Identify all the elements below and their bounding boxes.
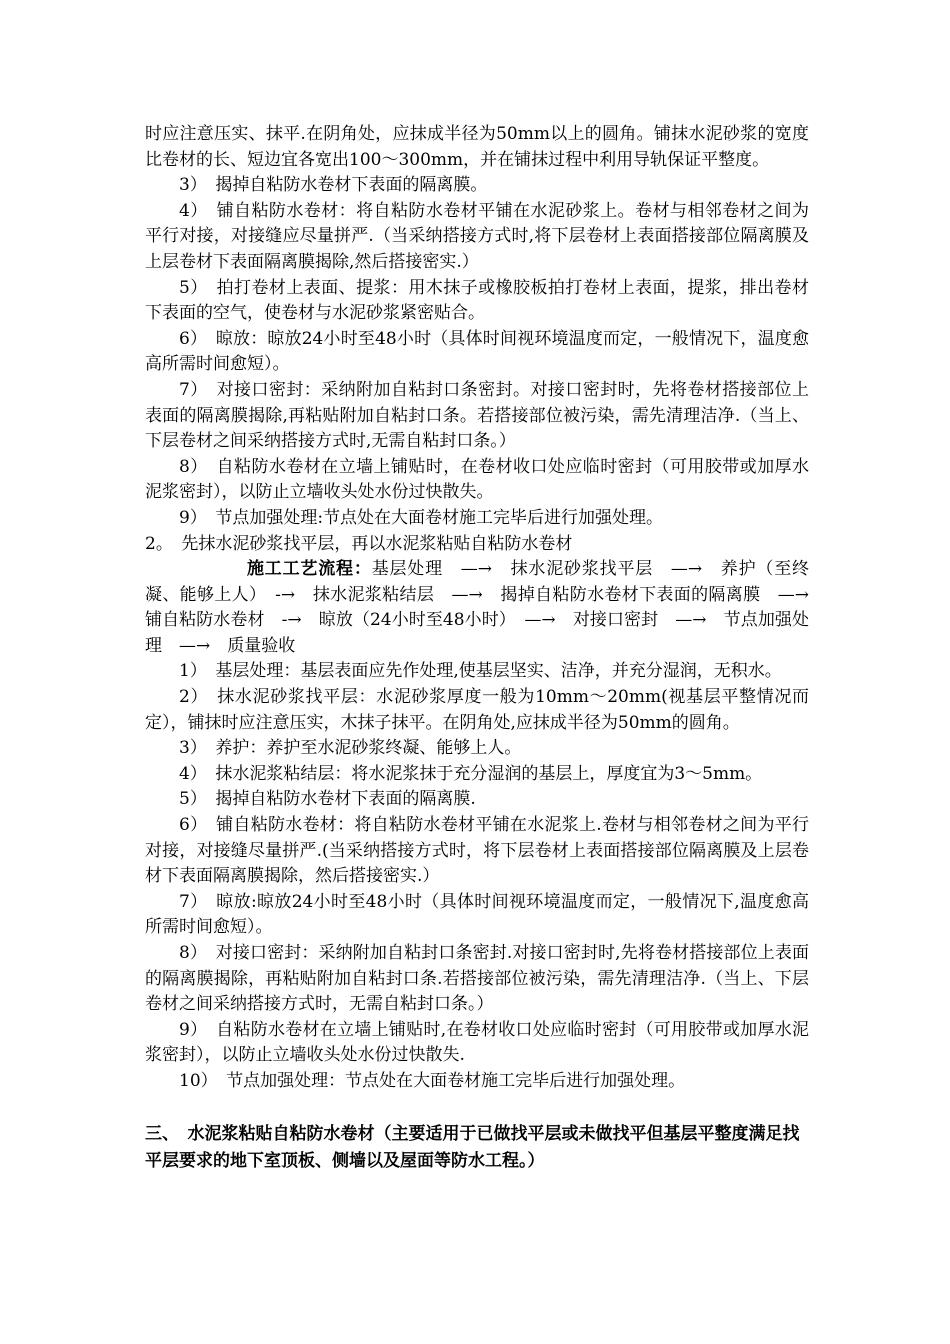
process-flow bbox=[145, 557, 826, 659]
step-6-curing: 6） 晾放：晾放24小时至48小时（具体时间视环境温度而定，一般情况下，温度愈高所需时间愈短）。 bbox=[145, 328, 809, 375]
s2-step-1: 1） 基层处理：基层表面应先作处理,使基层坚实、洁净，并充分湿润，无积水。 bbox=[179, 661, 782, 682]
s2-step-3: 3） 养护：养护至水泥砂浆终凝、能够上人。 bbox=[179, 738, 522, 759]
process-flow-text: 基层处理 —→ 抹水泥砂浆找平层 —→ 养护（至终凝、能够上人） -→ 抹水泥浆粘结层 —→ 揭掉自粘防水卷材下表面的隔离膜 —→ 铺自粘防水卷材 -→ 晾放（24小时至48小时） —→ 对接口密封 —→ 节点加强处理 —→ 质量验收 bbox=[145, 559, 826, 656]
s2-step-4: 4） 抹水泥浆粘结层：将水泥浆抹于充分湿润的基层上，厚度宜为3～5mm。 bbox=[179, 763, 763, 784]
document-body bbox=[145, 122, 826, 1175]
step-4-lay-membrane: 4） 铺自粘防水卷材：将自粘防水卷材平铺在水泥砂浆上。卷材与相邻卷材之间为平行对接，对接缝应尽量拼严.（当采纳搭接方式时,将下层卷材上表面搭接部位隔离膜及上层卷材下表面隔离膜揭除,然后搭接密实.） bbox=[145, 200, 809, 272]
s2-step-7: 7） 晾放:晾放24小时至48小时（具体时间视环境温度而定，一般情况下,温度愈高所需时间愈短）。 bbox=[145, 891, 809, 938]
process-flow-label: 施工工艺流程： bbox=[247, 559, 372, 580]
s2-step-2: 2） 抹水泥砂浆找平层：水泥砂浆厚度一般为10mm～20mm(视基层平整情况而定），铺抹时应注意压实，木抹子抹平。在阴角处,应抹成半径为50mm的圆角。 bbox=[145, 687, 809, 733]
paragraph-continuation: 时应注意压实、抹平.在阴角处，应抹成半径为50mm以上的圆角。铺抹水泥砂浆的宽度比卷材的长、短边宜各宽出100～300mm，并在铺抹过程中利用导轨保证平整度。 bbox=[145, 124, 809, 170]
step-7-joint-seal: 7） 对接口密封：采纳附加自粘封口条密封。对接口密封时，先将卷材搭接部位上表面的隔离膜揭除,再粘贴附加自粘封口条。若搭接部位被污染，需先清理洁净.（当上、下层卷材之间采纳搭接方式时,无需自粘封口条。） bbox=[145, 379, 809, 452]
section-2-title: 2。 先抹水泥砂浆找平层，再以水泥浆粘贴自粘防水卷材 bbox=[145, 533, 573, 554]
s2-step-8: 8） 对接口密封：采纳附加自粘封口条密封.对接口密封时,先将卷材搭接部位上表面的隔离膜揭除，再粘贴附加自粘封口条.若搭接部位被污染，需先清理洁净.（当上、下层卷材之间采纳搭接方式时，无需自粘封口条。） bbox=[145, 943, 809, 1015]
step-5-tap-surface: 5） 拍打卷材上表面、提浆：用木抹子或橡胶板拍打卷材上表面，提浆，排出卷材下表面的空气，使卷材与水泥砂浆紧密贴合。 bbox=[145, 277, 809, 324]
s2-step-6: 6） 铺自粘防水卷材：将自粘防水卷材平铺在水泥浆上.卷材与相邻卷材之间为平行对接，对接缝尽量拼严.(当采纳搭接方式时，将下层卷材上表面搭接部位隔离膜及上层卷材下表面隔离膜揭除，然后搭接密实.） bbox=[145, 815, 809, 887]
step-3-peel-film: 3） 揭掉自粘防水卷材下表面的隔离膜。 bbox=[179, 175, 488, 196]
s2-step-9: 9） 自粘防水卷材在立墙上铺贴时,在卷材收口处应临时密封（可用胶带或加厚水泥浆密封），以防止立墙收头处水份过快散失. bbox=[145, 1019, 809, 1066]
spacer bbox=[145, 1095, 809, 1121]
s2-step-5: 5） 揭掉自粘防水卷材下表面的隔离膜. bbox=[179, 789, 476, 810]
section-3-heading: 三、 水泥浆粘贴自粘防水卷材（主要适用于已做找平层或未做找平但基层平整度满足找平层要求的地下室顶板、侧墙以及屋面等防水工程。） bbox=[145, 1123, 800, 1171]
step-8-wall-laying: 8） 自粘防水卷材在立墙上铺贴时，在卷材收口处应临时密封（可用胶带或加厚水泥浆密封），以防止立墙收头处水份过快散失。 bbox=[145, 456, 809, 503]
s2-step-10: 10） 节点加强处理：节点处在大面卷材施工完毕后进行加强处理。 bbox=[179, 1070, 686, 1091]
step-9-node-reinforce: 9） 节点加强处理:节点处在大面卷材施工完毕后进行加强处理。 bbox=[179, 507, 664, 528]
